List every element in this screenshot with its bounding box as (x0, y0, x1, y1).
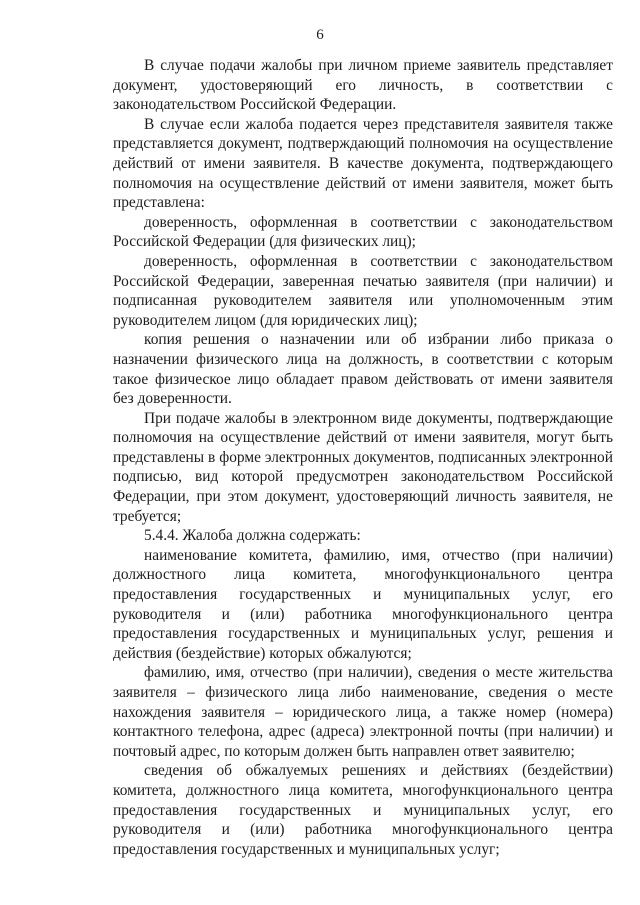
paragraph-representative: В случае если жалоба подается через представителя заявителя также представляется документ, подтверждающий полномочия на осуществление действий от имени заявителя. В качестве документа, подтверждающего полномочия на осуществление действий от имени заявителя, может быть представлена: (113, 115, 613, 212)
document-body (113, 56, 613, 859)
paragraph-power-of-attorney-legal-entities: доверенность, оформленная в соответствии с законодательством Российской Федерации, заверенная печатью заявителя (при наличии) и подписанная руководителем заявителя или уполномоченным этим руководителем лицом (для юридических лиц); (113, 252, 613, 329)
paragraph-applicant-details: фамилию, имя, отчество (при наличии), сведения о месте жительства заявителя – физического лица либо наименование, сведения о месте нахождения заявителя – юридического лица, а также номер (номера) контактного телефона, адрес (адреса) электронной почты (при наличии) и почтовый адрес, по которым должен быть направлен ответ заявителю; (113, 664, 613, 760)
paragraph-personal-reception: В случае подачи жалобы при личном приеме заявитель представляет документ, удостоверяющий его личность, в соответствии с законодательством Российской Федерации. (113, 57, 613, 114)
section-heading-complaint-contents: 5.4.4. Жалоба должна содержать: (144, 527, 361, 545)
paragraph-electronic-submission: При подаче жалобы в электронном виде документы, подтверждающие полномочия на осуществление действий от имени заявителя, могут быть представлены в форме электронных документов, подписанных электронной подписью, вид которой предусмотрен законодательством Российской Федерации, при этом документ, удостоверяющий личность заявителя, не требуется; (113, 409, 613, 525)
paragraph-appointment-decision: копия решения о назначении или об избрании либо приказа о назначении физического лица на должность, в соответствии с которым такое физическое лицо обладает правом действовать от имени заявителя без доверенности. (113, 331, 613, 408)
paragraph-committee-name: наименование комитета, фамилию, имя, отчество (при наличии) должностного лица комитета, многофункционального центра предоставления государственных и муниципальных услуг, его руководителя и (или) работника многофункционального центра предоставления государственных и муниципальных услуг, решения и действия (бездействие) которых обжалуются; (113, 546, 613, 662)
page-number: 6 (316, 27, 324, 43)
paragraph-appealed-decisions: сведения об обжалуемых решениях и действиях (бездействии) комитета, должностного лица комитета, многофункционального центра предоставления государственных и муниципальных услуг, его руководителя и (или) работника многофункционального центра предоставления государственных и муниципальных услуг; (113, 762, 613, 858)
paragraph-power-of-attorney-individuals: доверенность, оформленная в соответствии с законодательством Российской Федерации (для физических лиц); (113, 213, 613, 251)
